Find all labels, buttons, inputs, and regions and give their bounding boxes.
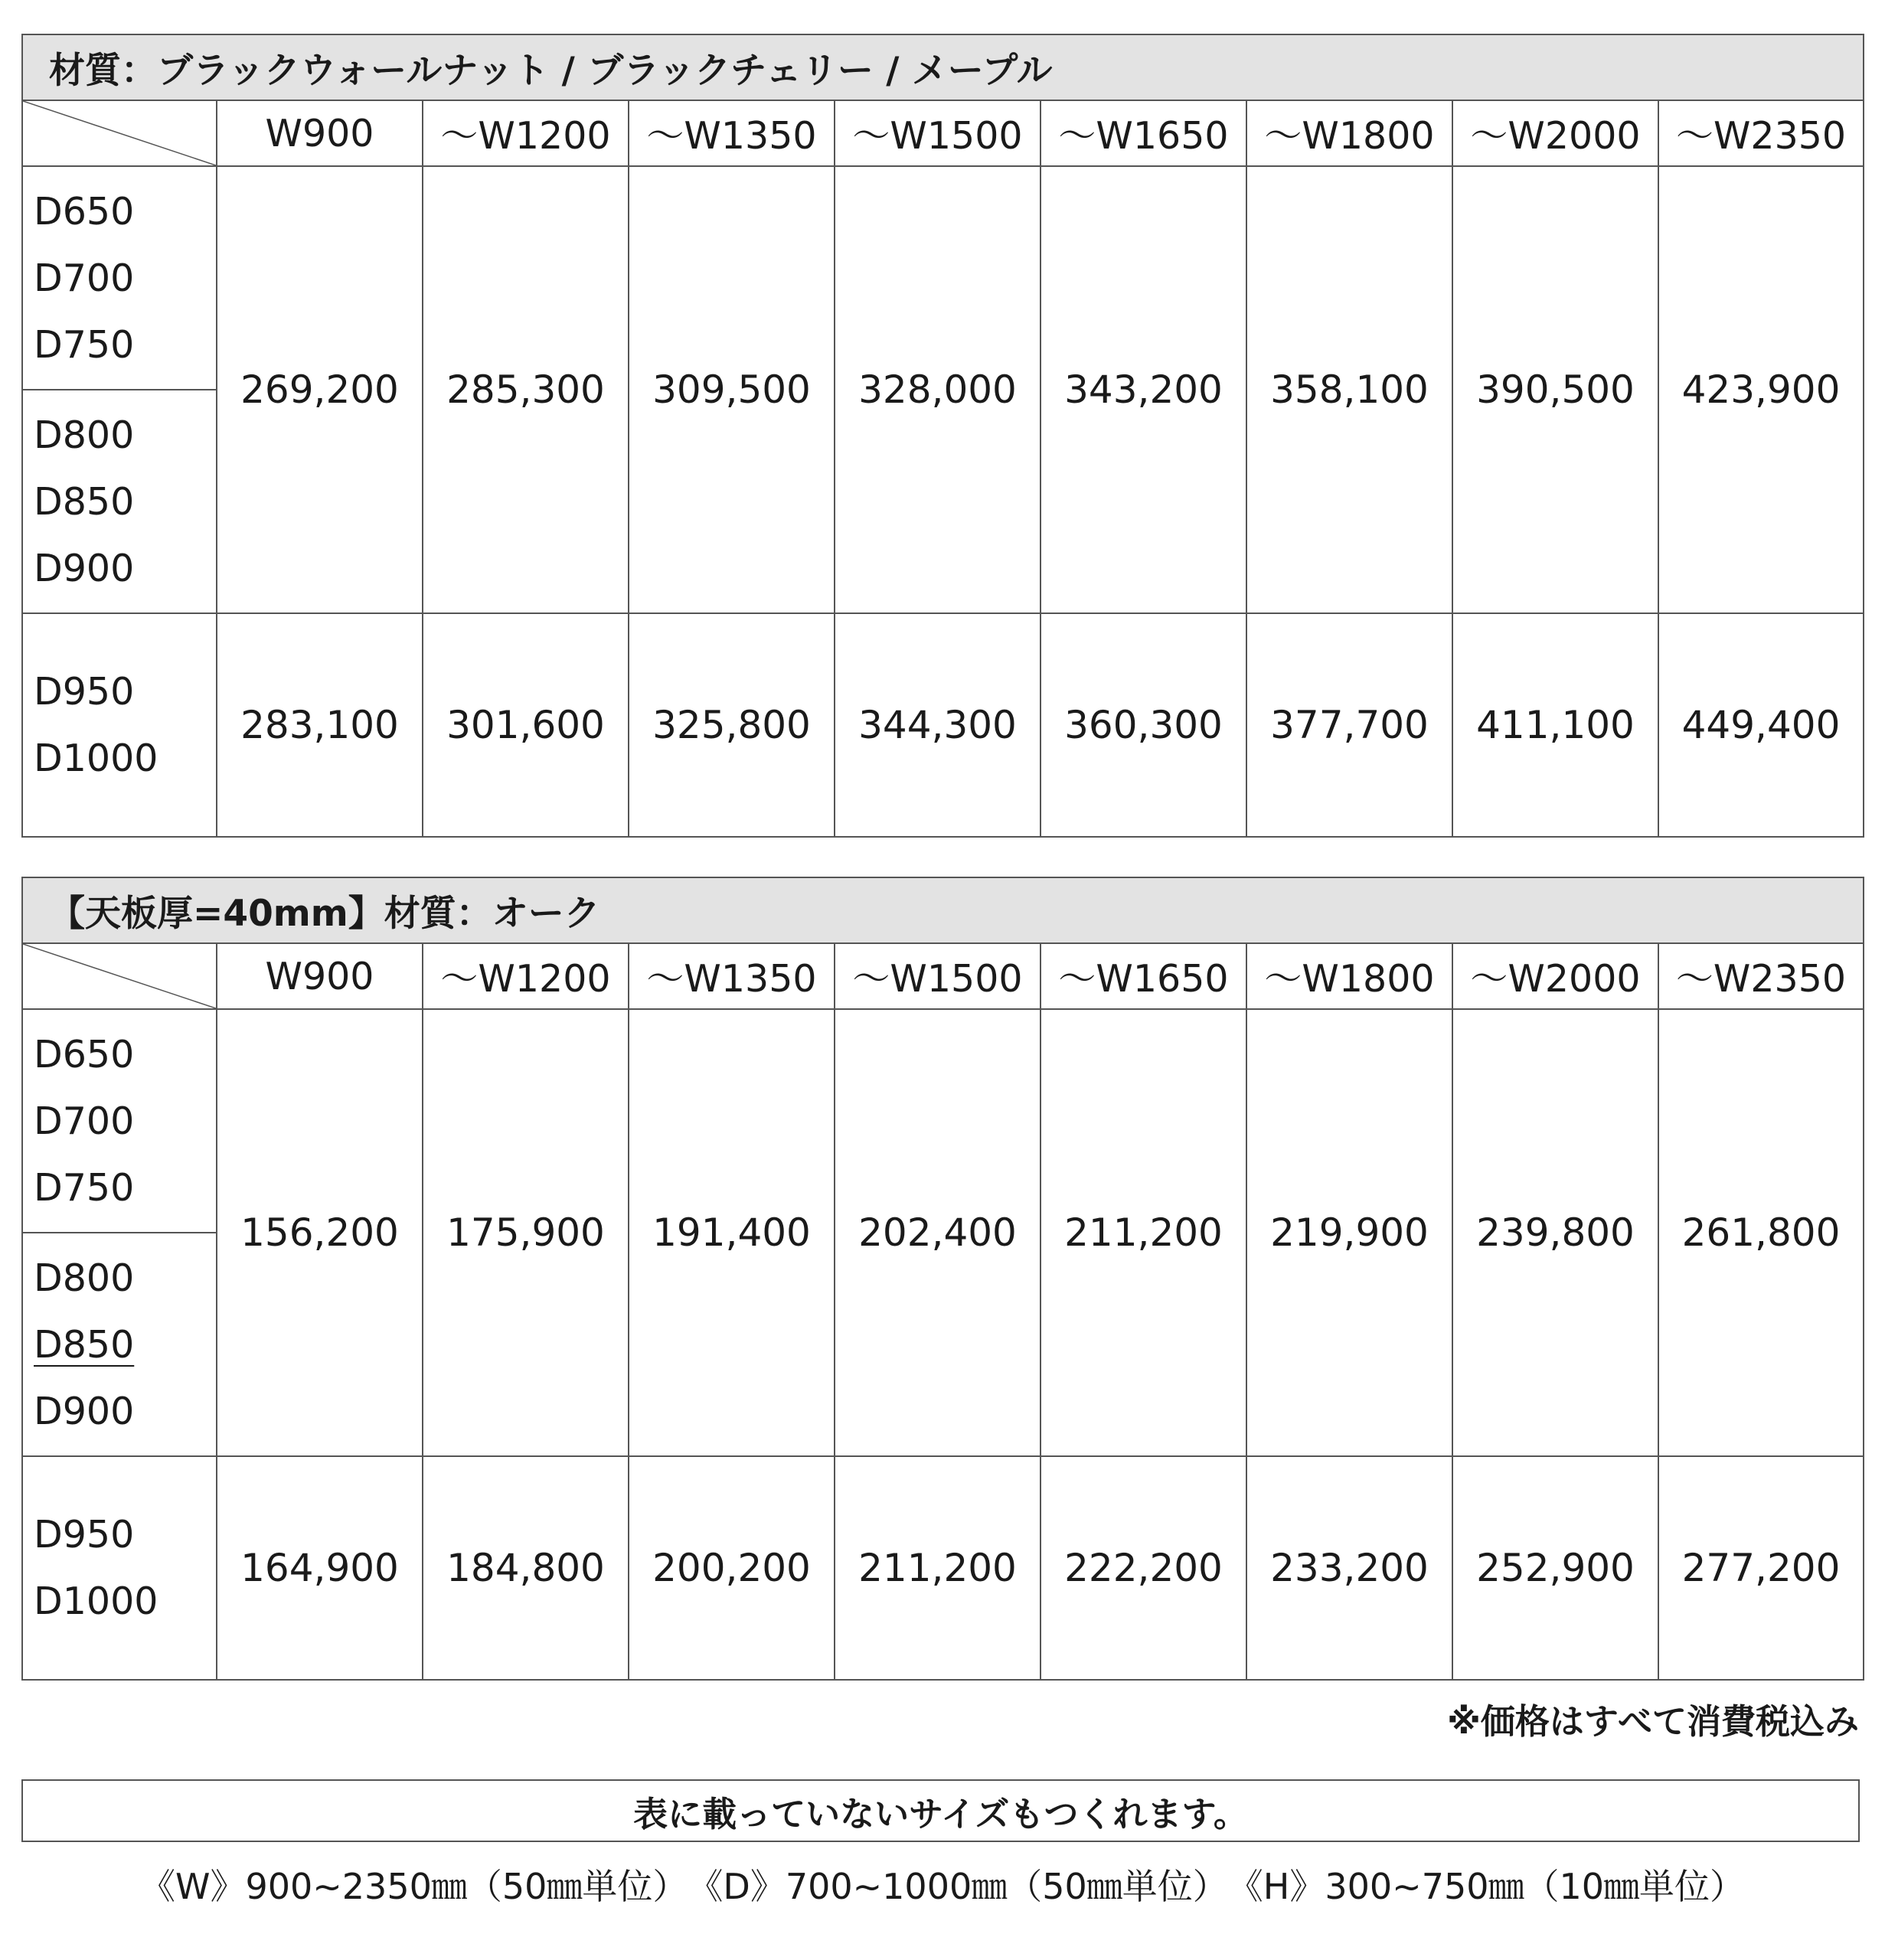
price-cell: 360,300 [1041,613,1246,837]
column-header-w2000: ～W2000 [1452,943,1658,1009]
price-cell: 211,200 [1041,1009,1246,1456]
custom-size-notice [21,1779,1860,1842]
price-cell: 202,400 [835,1009,1041,1456]
column-header-w2350: ～W2350 [1658,943,1864,1009]
price-cell: 156,200 [217,1009,423,1456]
depth-label: D800 [34,413,135,457]
depth-label-group-c [22,613,217,837]
notice-text: 表に載っていないサイズもつくれます。 [633,1793,1248,1834]
depth-label: D750 [34,322,135,367]
depth-label-group-c [22,1456,217,1680]
column-header-w1500: ～W1500 [835,100,1041,166]
column-header-w1800: ～W1800 [1246,943,1452,1009]
depth-label: D650 [34,1032,135,1076]
depth-label: D700 [34,1099,135,1143]
price-cell: 200,200 [629,1456,835,1680]
depth-label-group-a [22,166,217,390]
table-title: 材質：ブラックウォールナット / ブラックチェリー / メープル [22,34,1864,100]
column-header-w2350: ～W2350 [1658,100,1864,166]
corner-diagonal-cell [22,943,217,1009]
price-cell: 449,400 [1658,613,1864,837]
depth-label: D1000 [34,1579,158,1623]
price-cell: 211,200 [835,1456,1041,1680]
column-header-w900: W900 [217,943,423,1009]
depth-label: D900 [34,1389,135,1433]
depth-label: D1000 [34,737,158,780]
column-header-w900: W900 [217,100,423,166]
price-cell: 390,500 [1452,166,1658,613]
price-cell: 269,200 [217,166,423,613]
column-header-w1650: ～W1650 [1041,943,1246,1009]
price-cell: 328,000 [835,166,1041,613]
depth-label: D700 [34,256,135,300]
depth-label: D850 [34,1322,135,1367]
column-header-w1500: ～W1500 [835,943,1041,1009]
depth-label-group-b [22,1233,217,1456]
price-cell: 309,500 [629,166,835,613]
depth-label: D950 [34,1513,135,1557]
price-cell: 344,300 [835,613,1041,837]
price-cell: 233,200 [1246,1456,1452,1680]
price-table-oak [21,877,1864,1681]
column-header-w2000: ～W2000 [1452,100,1658,166]
size-range-info: 《W》900~2350㎜（50㎜単位） 《D》700~1000㎜（50㎜単位） 《H》300~750㎜（10㎜単位） [139,1866,1746,1907]
corner-diagonal-cell [22,100,217,166]
price-cell: 252,900 [1452,1456,1658,1680]
price-cell: 358,100 [1246,166,1452,613]
price-cell: 411,100 [1452,613,1658,837]
column-header-w1200: ～W1200 [423,100,629,166]
price-cell: 164,900 [217,1456,423,1680]
depth-label: D950 [34,670,135,714]
price-cell: 219,900 [1246,1009,1452,1456]
depth-label: D750 [34,1165,135,1210]
column-header-w1650: ～W1650 [1041,100,1246,166]
price-table-walnut-cherry-maple [21,34,1864,838]
depth-label-group-a [22,1009,217,1233]
tax-note: ※価格はすべて消費税込み [1447,1701,1859,1742]
price-cell: 343,200 [1041,166,1246,613]
price-cell: 423,900 [1658,166,1864,613]
price-cell: 191,400 [629,1009,835,1456]
depth-label: D850 [34,479,135,524]
column-header-w1800: ～W1800 [1246,100,1452,166]
table-title: 【天板厚=40mm】材質：オーク [22,877,1864,943]
column-header-w1350: ～W1350 [629,100,835,166]
price-cell: 285,300 [423,166,629,613]
price-cell: 175,900 [423,1009,629,1456]
price-cell: 222,200 [1041,1456,1246,1680]
depth-label: D900 [34,546,135,590]
price-cell: 184,800 [423,1456,629,1680]
price-cell: 301,600 [423,613,629,837]
price-cell: 325,800 [629,613,835,837]
price-cell: 261,800 [1658,1009,1864,1456]
price-cell: 283,100 [217,613,423,837]
price-cell: 277,200 [1658,1456,1864,1680]
column-header-w1200: ～W1200 [423,943,629,1009]
price-cell: 377,700 [1246,613,1452,837]
depth-label: D800 [34,1256,135,1300]
price-cell: 239,800 [1452,1009,1658,1456]
depth-label: D650 [34,189,135,234]
column-header-w1350: ～W1350 [629,943,835,1009]
depth-label-group-b [22,390,217,613]
